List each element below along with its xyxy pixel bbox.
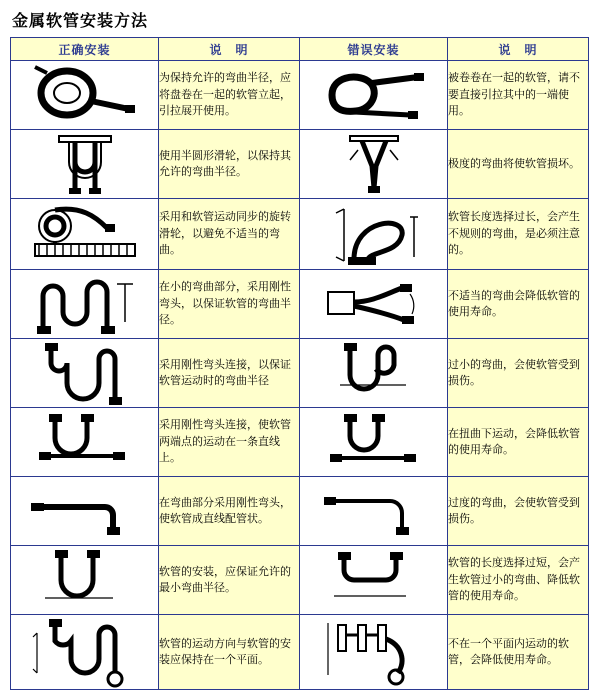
table-row: [11, 477, 589, 546]
header-correct-install: 正确安装: [11, 38, 159, 61]
wrong-desc-text: 不适当的弯曲会降低软管的使用寿命。: [448, 270, 589, 339]
improper-bend-angle-icon: [300, 270, 448, 339]
wrong-desc-text: 过小的弯曲，会使软管受到损伤。: [448, 339, 589, 408]
coiled-hose-correct-icon: [11, 61, 159, 130]
correct-desc-text: 在弯曲部分采用刚性弯头，使软管成直线配管状。: [159, 477, 300, 546]
rigid-bend-small-radius-icon: [11, 270, 159, 339]
table-header-row: [11, 38, 589, 61]
twisted-motion-icon: [300, 408, 448, 477]
correct-desc-text: 在小的弯曲部分，采用刚性弯头，以保证软管的弯曲半径。: [159, 270, 300, 339]
correct-desc-text: 为保持允许的弯曲半径，应将盘卷在一起的软管立起，引拉展开使用。: [159, 61, 300, 130]
rigid-elbow-connection-icon: [11, 339, 159, 408]
coiled-hose-pulled-icon: [300, 61, 448, 130]
too-short-hose-icon: [300, 546, 448, 615]
min-bend-radius-install-icon: [11, 546, 159, 615]
correct-desc-text: 软管的运动方向与软管的安装应保持在一个平面。: [159, 615, 300, 690]
too-long-hose-icon: [300, 199, 448, 270]
correct-desc-text: 采用刚性弯头连接，使软管两端点的运动在一条直线上。: [159, 408, 300, 477]
table-row: [11, 615, 589, 690]
wrong-desc-text: 在扭曲下运动，会降低软管的使用寿命。: [448, 408, 589, 477]
table-row: [11, 199, 589, 270]
straight-line-motion-icon: [11, 408, 159, 477]
wrong-desc-text: 极度的弯曲将使软管损坏。: [448, 130, 589, 199]
sharp-bend-hose-icon: [300, 130, 448, 199]
too-tight-bend-icon: [300, 339, 448, 408]
table-row: [11, 408, 589, 477]
correct-desc-text: 软管的安装，应保证允许的最小弯曲半径。: [159, 546, 300, 615]
wrong-desc-text: 软管的长度选择过短，会产生软管过小的弯曲、降低软管的使用寿命。: [448, 546, 589, 615]
wrong-desc-text: 被卷卷在一起的软管，请不要直接引拉其中的一端使用。: [448, 61, 589, 130]
out-of-plane-motion-icon: [300, 615, 448, 690]
header-wrong-install: 错误安装: [300, 38, 448, 61]
wrong-desc-text: 过度的弯曲，会使软管受到损伤。: [448, 477, 589, 546]
header-correct-desc: 说 明: [159, 38, 300, 61]
semicircle-pulley-icon: [11, 130, 159, 199]
table-row: [11, 130, 589, 199]
table-row: [11, 61, 589, 130]
correct-desc-text: 使用半圆形滑轮，以保持其允许的弯曲半径。: [159, 130, 300, 199]
header-wrong-desc: 说 明: [448, 38, 589, 61]
wrong-desc-text: 软管长度选择过长，会产生不规则的弯曲，是必须注意的。: [448, 199, 589, 270]
correct-desc-text: 采用刚性弯头连接，以保证软管运动时的弯曲半径: [159, 339, 300, 408]
installation-methods-table: [10, 37, 589, 690]
wrong-desc-text: 不在一个平面内运动的软管，会降低使用寿命。: [448, 615, 589, 690]
straight-pipe-elbow-icon: [11, 477, 159, 546]
same-plane-motion-icon: [11, 615, 159, 690]
page-title: 金属软管安装方法: [12, 11, 149, 30]
table-row: [11, 339, 589, 408]
correct-desc-text: 采用和软管运动同步的旋转滑轮，以避免不适当的弯曲。: [159, 199, 300, 270]
sync-rotating-pulley-icon: [11, 199, 159, 270]
table-row: [11, 546, 589, 615]
table-row: [11, 270, 589, 339]
excessive-bend-icon: [300, 477, 448, 546]
